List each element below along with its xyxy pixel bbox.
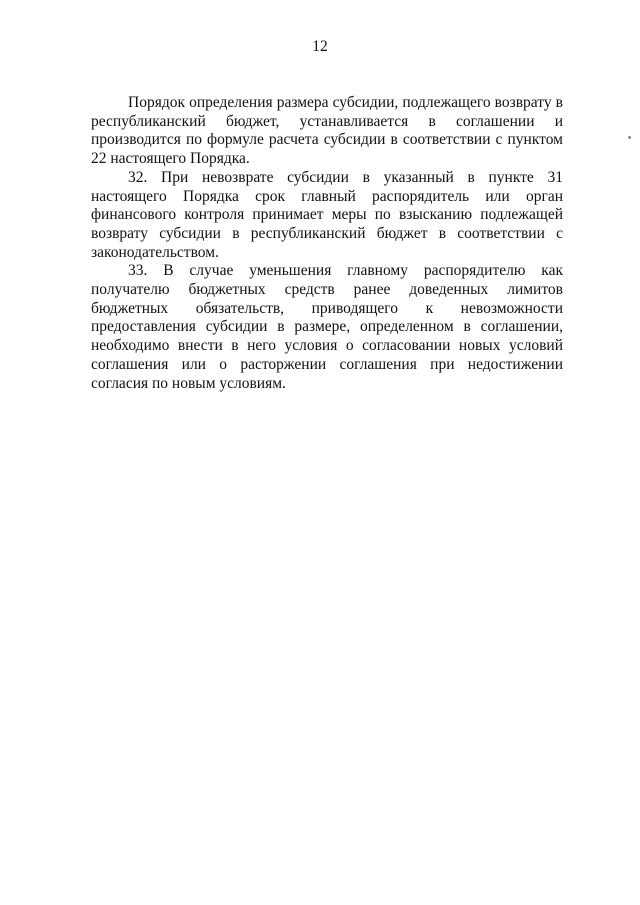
paragraph-subsidy-return-amount: Порядок определения размера субсидии, подлежащего возврату в республиканский бюджет, устанавливается в соглашении и производится по формуле расчета субсидии в соответствии с пунктом 22 настоящего Порядка. — [91, 94, 563, 168]
document-body — [91, 94, 563, 393]
page-number: 12 — [312, 38, 328, 55]
paragraph-32: 32. При невозврате субсидии в указанный в пункте 31 настоящего Порядка срок главный распорядитель или орган финансового контроля принимает меры по взысканию подлежащей возврату субсидии в республиканский бюджет в соответствии с законодательством. — [91, 168, 563, 261]
scan-speck — [628, 136, 631, 139]
paragraph-33: 33. В случае уменьшения главному распорядителю как получателю бюджетных средств ранее доведенных лимитов бюджетных обязательств, приводящего к невозможности предоставления субсидии в размере, определенном в соглашении, необходимо внести в него условия о согласовании новых условий соглашения или о расторжении соглашения при недостижении согласия по новым условиям. — [91, 262, 563, 392]
